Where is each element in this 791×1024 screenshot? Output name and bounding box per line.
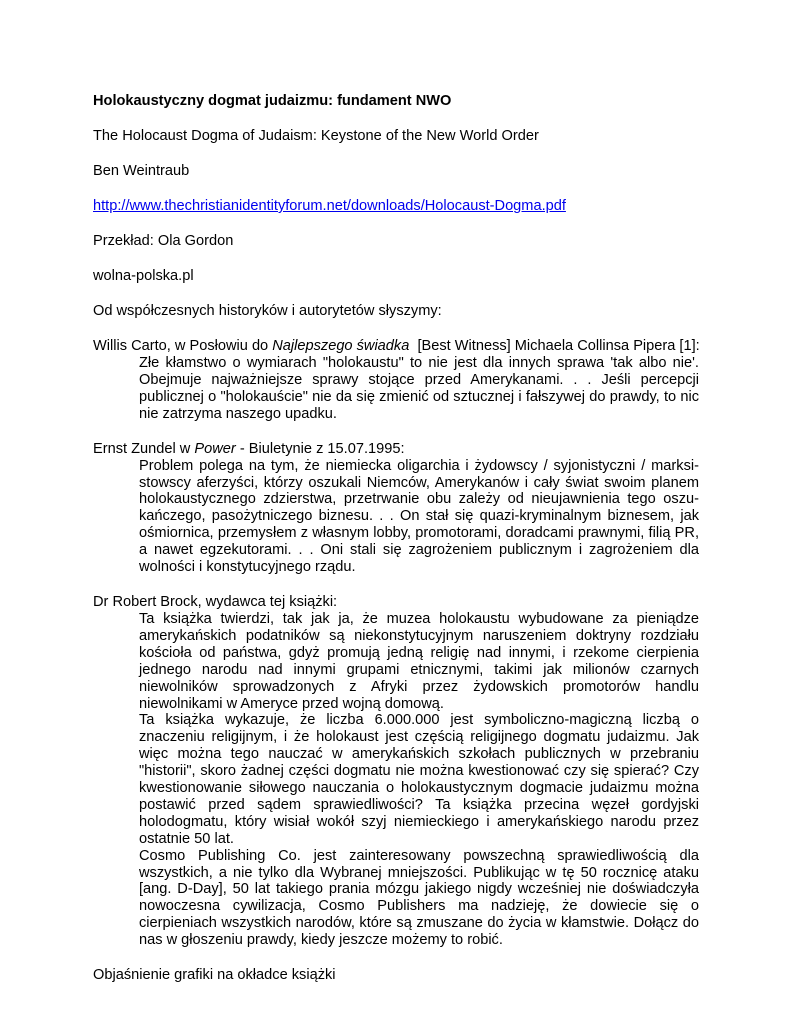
quote1-attr-suffix: [Best Witness] Michaela Collinsa Pipera [1]: [409,338,700,354]
document-page [93,93,699,984]
quote1-text: Złe kłamstwo o wymiarach "holokaustu" to nie jest dla innych sprawa 'tak albo nie'. Obejmuje najważniejsze sprawy stojące przed Amerykanami. . . Jeśli percepcji publicznej o "holokauście" nie da się zmienić od sztucznej i fałszywej do prawdy, to nic nie zatrzyma naszego upadku. [139,355,699,422]
quote1-block [139,355,699,423]
site-name: wolna-polska.pl [93,268,194,284]
quote3-paragraph-2: Ta książka wykazuje, że liczba 6.000.000 jest symboliczno-magiczną liczbą o znaczeniu religijnym, i że holokaust jest częścią religijnego dogmatu judaizmu. Jak więc można tego nauczać w amerykańskich szkołach publicznych w przebraniu "historii", skoro żadnej części dogmatu nie można kwestionować czy się spierać? Czy kwestionowanie siłowego nauczania o holokaustycznym dogmacie judaizmu można postawić przed sądem sprawiedliwości? Ta książka przecina węzeł gordyjski holodogmatu, który wisiał wokół szyj niemieckiego i amerykańskiego narodu przez ostatnie 50 lat. [139,712,699,847]
quote1-attr-prefix: Willis Carto, w Posłowiu do [93,338,273,354]
quote3-paragraph-1: Ta książka twierdzi, tak jak ja, że muzea holokaustu wybudowane za pieniądze amerykańskich podatników są niekonstytucyjnym naruszeniem doktryny rozdziału kościoła od państwa, gdyż promują jedną religię nad innymi, i rzekome cierpienia jednego narodu nad innymi grupami etnicznymi, takimi jak milionów czarnych niewolników sprowadzonych z Afryki przez żydowskich promotorów handlu niewolnikami w Ameryce przed wojną domową. [139,610,699,712]
quote2-attribution [93,441,699,458]
document-title: Holokaustyczny dogmat judaizmu: fundament NWO [93,93,452,109]
closing-heading: Objaśnienie grafiki na okładce książki [93,967,336,984]
translation-credit: Przekład: Ola Gordon [93,233,234,249]
source-link-paragraph [93,198,699,215]
quote3-attribution: Dr Robert Brock, wydawca tej książki: [93,593,338,610]
quote2-attr-suffix: - Biuletynie z 15.07.1995: [235,440,405,457]
quote2-block [139,458,699,576]
intro-text: Od współczesnych historyków i autorytetów słyszymy: [93,303,442,319]
quote1-attribution [93,338,699,355]
quote2-attr-prefix: Ernst Zundel w [93,440,195,457]
english-title: The Holocaust Dogma of Judaism: Keystone of the New World Order [93,128,539,144]
quote3-block [139,611,699,949]
quote3-paragraph-3: Cosmo Publishing Co. jest zainteresowany powszechną sprawiedliwością dla wszystkich, a nie tylko dla Wybranej mniejszości. Publikując w tę 50 rocznicę ataku [ang. D-Day], 50 lat takiego prania mózgu jakiego nigdy wcześniej nie doświadczyła nowoczesna cywilizacja, Cosmo Publishers ma nadzieję, że dowiecie się o cierpieniach wszystkich narodów, które są zmuszane do życia w kłamstwie. Dołącz do nas w głoszeniu prawdy, kiedy jeszcze możemy to robić. [139,847,699,949]
source-link[interactable]: http://www.thechristianidentityforum.net/downloads/Holocaust-Dogma.pdf [93,198,566,214]
quote2-text: Problem polega na tym, że niemiecka oligarchia i żydowscy / syjonistyczni / marksistowscy aferzyści, którzy oszukali Niemców, Amerykanów i cały świat swoim planem holokaustycznego zdzierstwa, przetrwanie obu zależy od nieujawnienia tego oszukańczego, pasożytniczego biznesu. . . On stał się quazi-kryminalnym biznesem, jak ośmiornica, przemysłem z własnym lobby, promotorami, doradcami prawnymi, filią PR, a nawet egzekutorami. . . Oni stali się zagrożeniem publicznym i zagrożeniem dla wolności i konstytucyjnego rządu. [139,457,699,576]
author: Ben Weintraub [93,163,190,179]
quote1-book-title: Najlepszego świadka [272,338,410,354]
quote2-publication: Power [194,440,236,457]
